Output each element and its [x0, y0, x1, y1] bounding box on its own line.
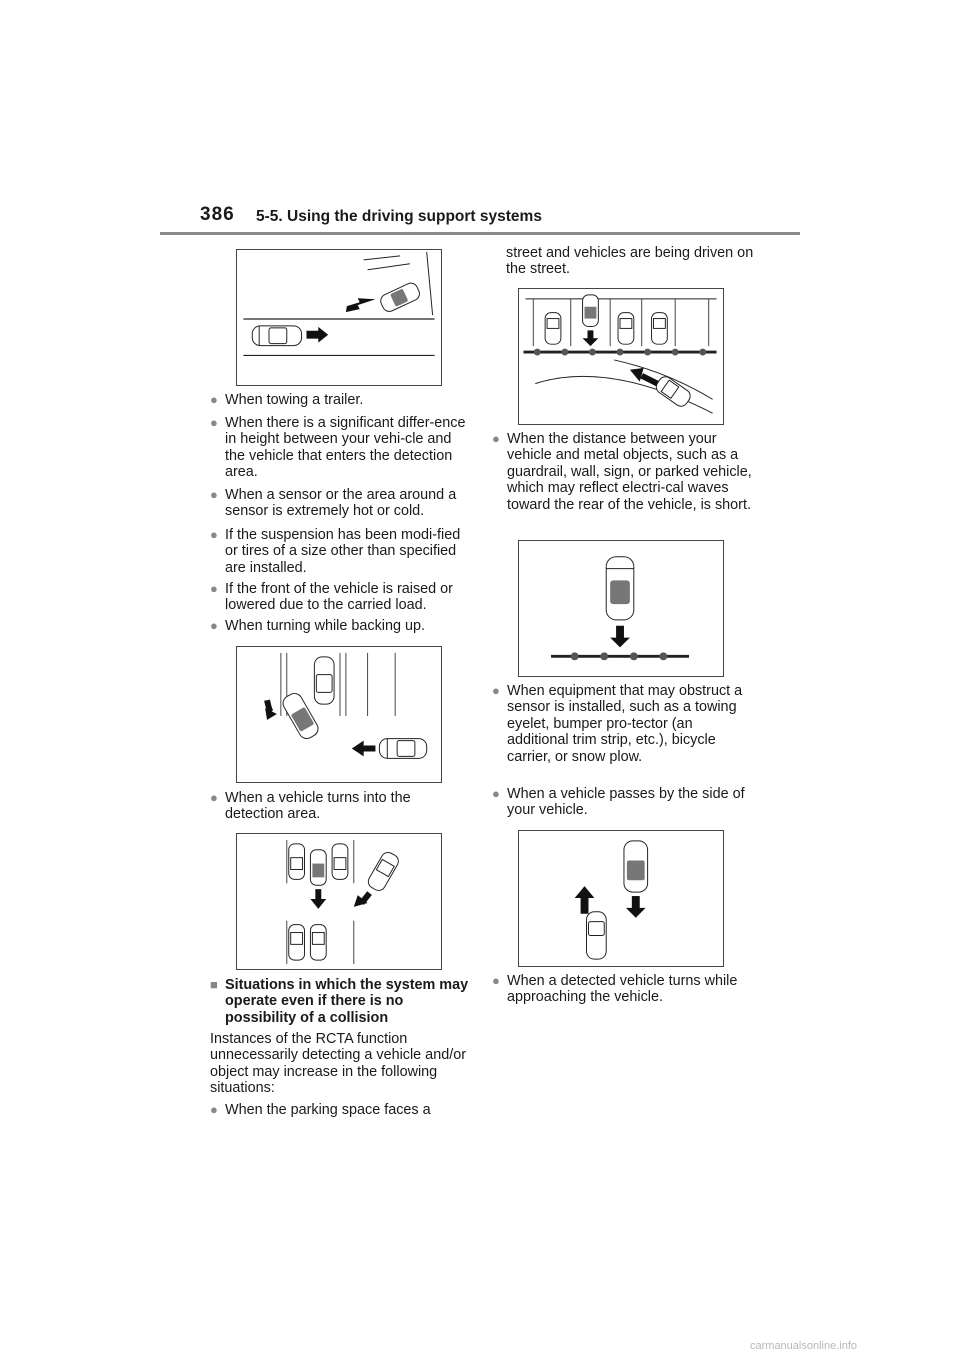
list-item: ● If the suspension has been modi-fied or tires of a size other than specified are installed.	[210, 527, 461, 576]
list-item: ● When a vehicle passes by the side of your vehicle.	[492, 786, 745, 819]
list-item: ● If the front of the vehicle is raised or lowered due to the carried load.	[210, 581, 453, 614]
bullet-dot-icon: ●	[210, 790, 218, 805]
header-divider	[160, 232, 800, 235]
section-heading: ■ Situations in which the system may operate even if there is no possibility of a collision	[210, 977, 469, 1026]
list-item: ● When a vehicle turns into the detection area.	[210, 790, 411, 823]
list-item: ● When equipment that may obstruct a sensor is installed, such as a towing eyelet, bumper pro-tector (an additional trim strip, etc.), bicycle carrier, or snow plow.	[492, 683, 743, 765]
bullet-dot-icon: ●	[210, 392, 218, 407]
bullet-dot-icon: ●	[210, 527, 218, 542]
bullet-dot-icon: ●	[210, 487, 218, 502]
list-item: ● When the parking space faces a	[210, 1102, 431, 1118]
bullet-dot-icon: ●	[210, 1102, 218, 1117]
figure-towing-trailer	[236, 249, 442, 386]
list-item: ● When the distance between your vehicle and metal objects, such as a guardrail, wall, sign, or parked vehicle, which may reflect electri-cal waves toward the rear of the vehicle, is short.	[492, 431, 752, 513]
bullet-dot-icon: ●	[210, 618, 218, 633]
bullet-dot-icon: ●	[492, 786, 500, 801]
page-number: 386	[200, 204, 235, 225]
section-title: 5-5. Using the driving support systems	[256, 208, 542, 225]
figure-vehicle-turns-in	[236, 833, 442, 970]
figure-turning-backing	[236, 646, 442, 783]
bullet-dot-icon: ●	[492, 683, 500, 698]
watermark: carmanualsonline.info	[750, 1340, 858, 1352]
figure-guardrail	[518, 540, 724, 677]
list-item: ● When a detected vehicle turns while approaching the vehicle.	[492, 973, 738, 1006]
list-item: ● When there is a significant differ-ence in height between your vehi-cle and the vehicle that enters the detection area.	[210, 415, 466, 481]
list-item: ● When a sensor or the area around a sensor is extremely hot or cold.	[210, 487, 457, 520]
bullet-dot-icon: ●	[492, 431, 500, 446]
list-item: ● When turning while backing up.	[210, 618, 425, 634]
bullet-dot-icon: ●	[210, 581, 218, 596]
continuation-text: street and vehicles are being driven on the street.	[506, 245, 754, 278]
square-bullet-icon: ■	[210, 977, 218, 992]
figure-vehicle-passes	[518, 830, 724, 967]
bullet-dot-icon: ●	[210, 415, 218, 430]
figure-parking-faces-street	[518, 288, 724, 425]
bullet-dot-icon: ●	[492, 973, 500, 988]
list-item: ● When towing a trailer.	[210, 392, 364, 408]
body-paragraph: Instances of the RCTA function unnecessarily detecting a vehicle and/or object may increase in the following situations:	[210, 1031, 466, 1097]
